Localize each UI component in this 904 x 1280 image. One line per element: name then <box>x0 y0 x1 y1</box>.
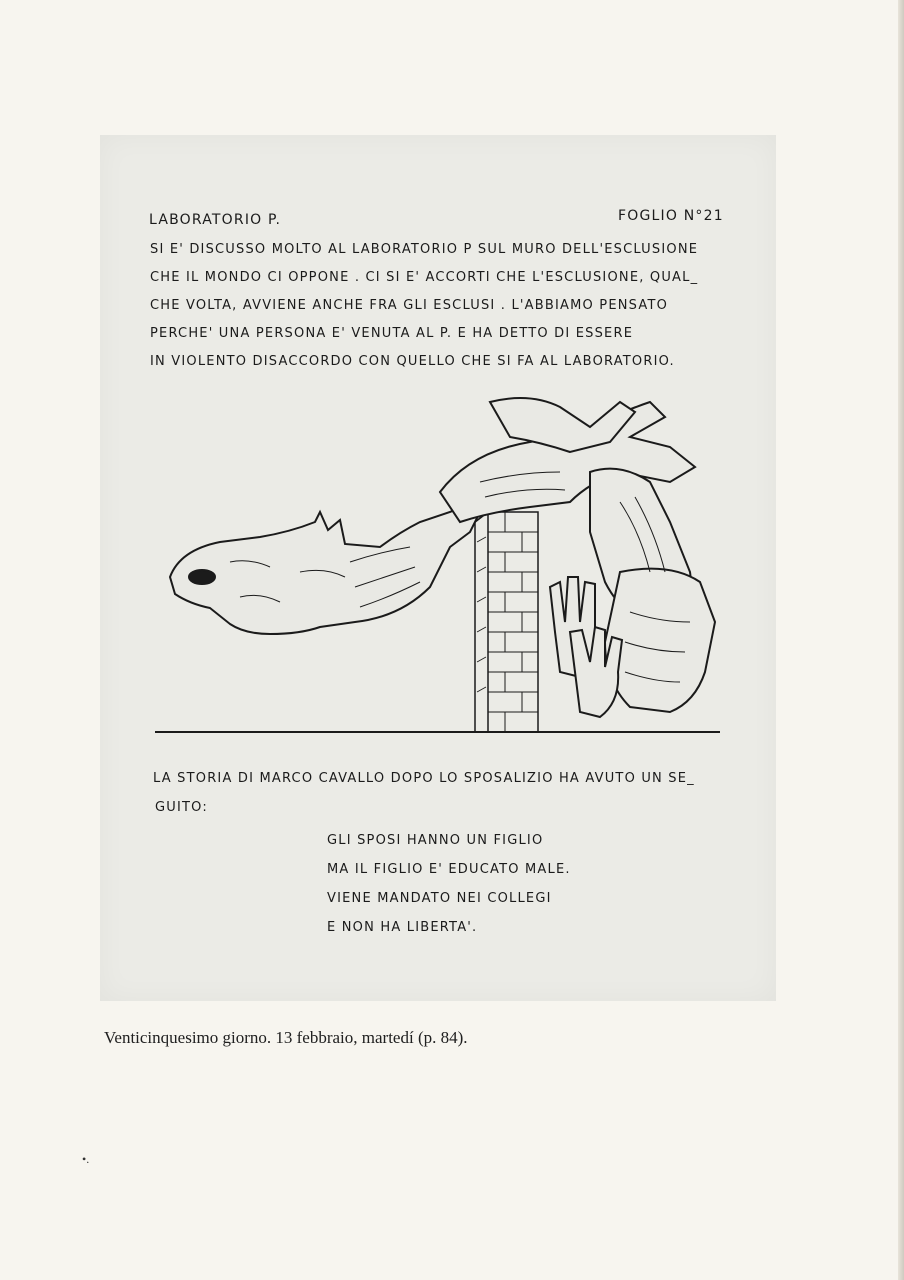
paragraph-line: CHE VOLTA, AVVIENE ANCHE FRA GLI ESCLUSI . L'ABBIAMO PENSATO <box>150 298 669 313</box>
sheet-number: FOGLIO N°21 <box>618 208 724 224</box>
poem-line: MA IL FIGLIO E' EDUCATO MALE. <box>327 862 571 877</box>
laboratory-header: LABORATORIO P. <box>149 212 282 228</box>
hands-cluster <box>440 398 715 717</box>
figure-caption: Venticinquesimo giorno. 13 febbraio, martedí (p. 84). <box>104 1028 468 1047</box>
poem-line: E NON HA LIBERTA'. <box>327 920 478 935</box>
illustration-horse-hands-wall <box>150 372 730 742</box>
paragraph-line: PERCHE' UNA PERSONA E' VENUTA AL P. E HA DETTO DI ESSERE <box>150 326 634 341</box>
paragraph-line: CHE IL MONDO CI OPPONE . CI SI E' ACCORTI CHE L'ESCLUSIONE, QUAL_ <box>150 270 699 285</box>
story-line-continuation: GUITO: <box>155 800 208 815</box>
brick-wall <box>475 512 538 732</box>
poem-line: VIENE MANDATO NEI COLLEGI <box>327 891 552 906</box>
story-line: LA STORIA DI MARCO CAVALLO DOPO LO SPOSALIZIO HA AVUTO UN SE_ <box>153 771 695 786</box>
poem-line: GLI SPOSI HANNO UN FIGLIO <box>327 833 544 848</box>
page-edge <box>898 0 904 1280</box>
paragraph-line: IN VIOLENTO DISACCORDO CON QUELLO CHE SI FA AL LABORATORIO. <box>150 354 675 369</box>
page-marks: •. <box>82 1152 90 1166</box>
paragraph-line: SI E' DISCUSSO MOLTO AL LABORATORIO P SUL MURO DELL'ESCLUSIONE <box>150 242 699 257</box>
laboratory-paragraph <box>150 236 698 376</box>
poem <box>327 826 571 942</box>
